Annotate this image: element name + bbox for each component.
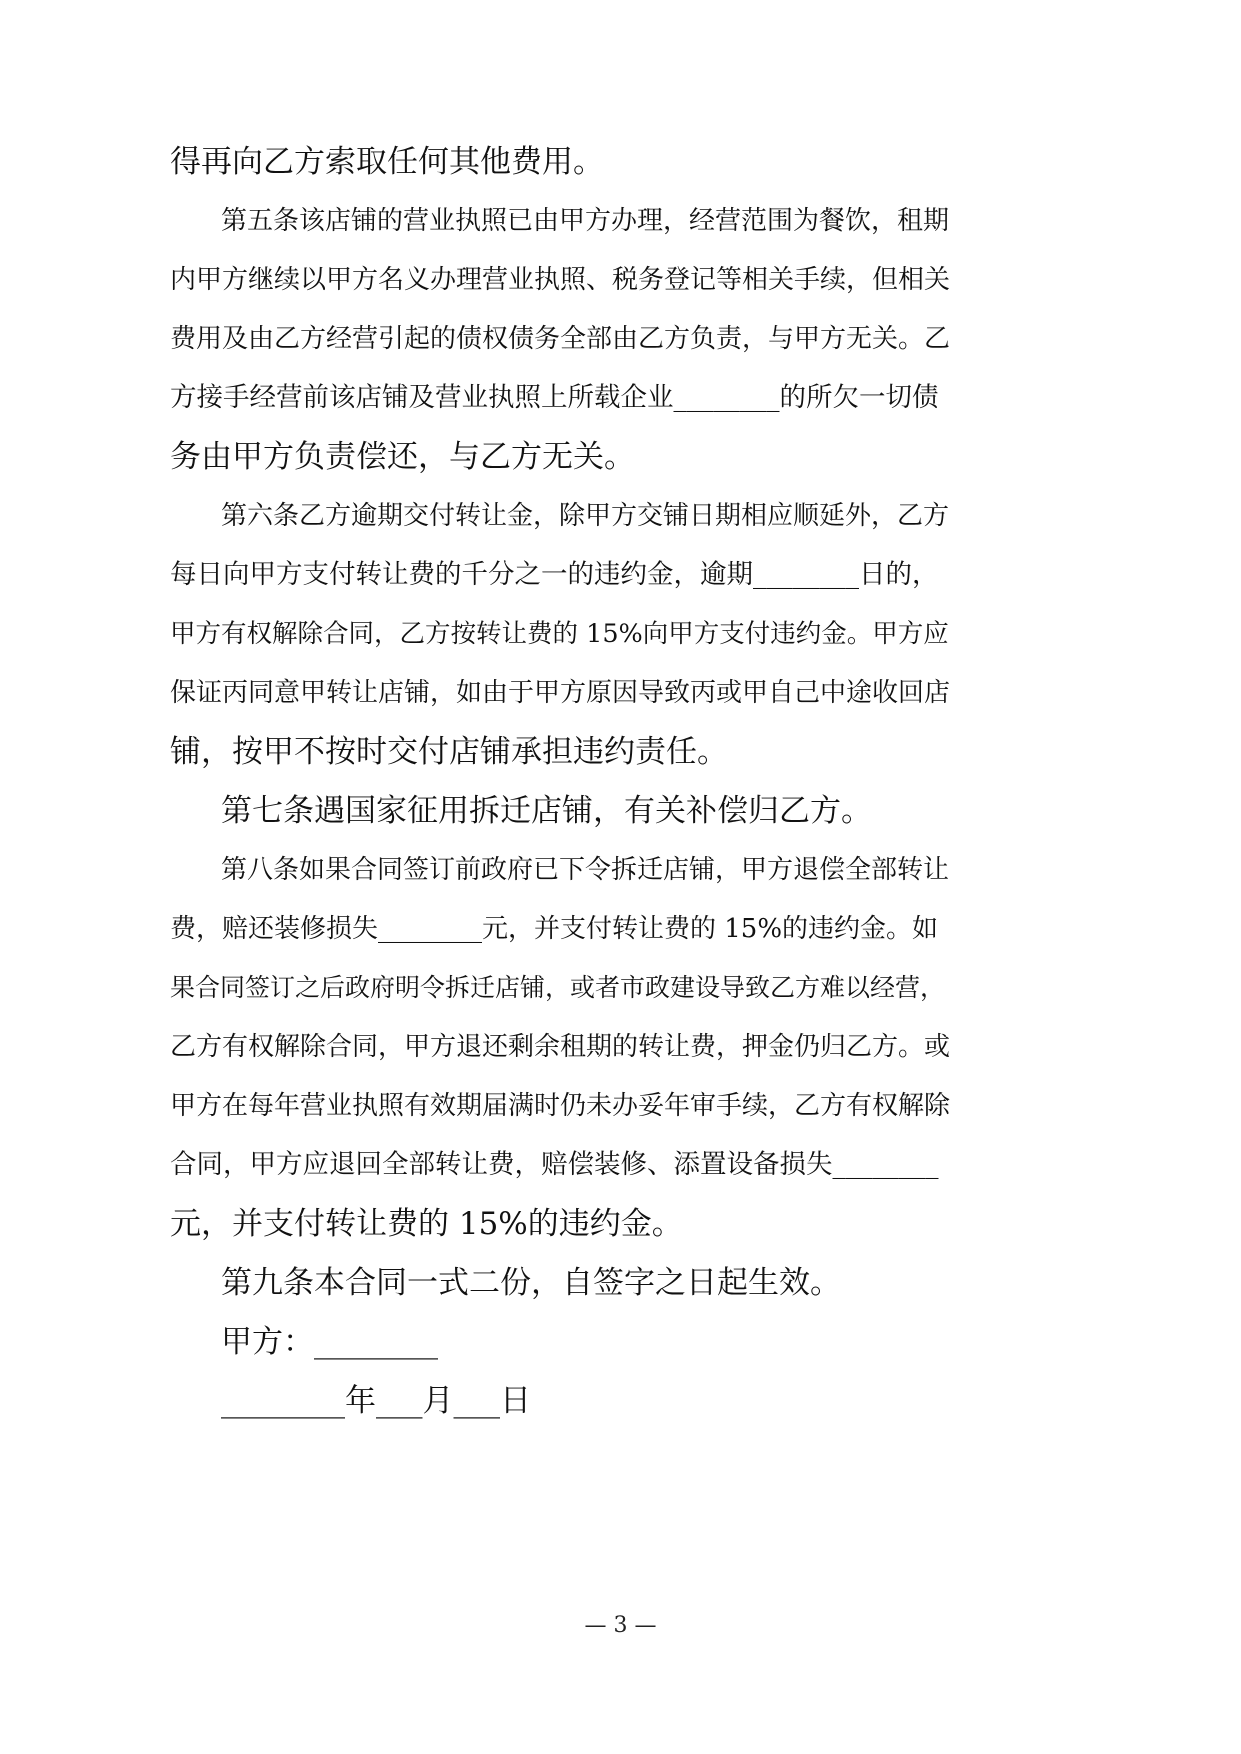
article-7-line: 第七条遇国家征用拆迁店铺，有关补偿归乙方。 (221, 793, 872, 829)
article-6-line: 第六条乙方逾期交付转让金，除甲方交铺日期相应顺延外，乙方 (221, 501, 950, 531)
text-line: 务由甲方负责偿还，与乙方无关。 (170, 439, 635, 475)
text-line: 费，赔还装修损失________元，并支付转让费的 15%的违约金。如 (170, 914, 939, 944)
page-number: — 3 — (584, 1613, 657, 1638)
text-line: 铺，按甲不按时交付店铺承担违约责任。 (170, 734, 728, 770)
article-9-line: 第九条本合同一式二份，自签字之日起生效。 (221, 1265, 841, 1301)
text-line: 内甲方继续以甲方名义办理营业执照、税务登记等相关手续，但相关 (170, 265, 951, 295)
text-line: 乙方有权解除合同，甲方退还剩余租期的转让费，押金仍归乙方。或 (170, 1032, 951, 1062)
text-line: 合同，甲方应退回全部转让费，赔偿装修、添置设备损失________ (170, 1149, 939, 1180)
article-5-line: 第五条该店铺的营业执照已由甲方办理，经营范围为餐饮，租期 (221, 206, 950, 236)
text-line: 甲方有权解除合同，乙方按转让费的 15%向甲方支付违约金。甲方应 (170, 619, 949, 649)
text-line: 元，并支付转让费的 15%的违约金。 (170, 1206, 683, 1242)
text-line: 甲方在每年营业执照有效期届满时仍未办妥年审手续，乙方有权解除 (170, 1091, 951, 1121)
text-line: 得再向乙方索取任何其他费用。 (170, 144, 604, 180)
text-line: 保证丙同意甲转让店铺，如由于甲方原因导致丙或甲自己中途收回店 (170, 678, 951, 708)
text-line: 每日向甲方支付转让费的千分之一的违约金，逾期________日的， (170, 559, 939, 590)
text-line: 果合同签订之后政府明令拆迁店铺，或者市政建设导致乙方难以经营， (170, 973, 946, 1002)
party-a-signature-line: 甲方：________ (221, 1324, 438, 1360)
text-line: 费用及由乙方经营引起的债权债务全部由乙方负责，与甲方无关。乙 (170, 324, 951, 354)
date-line: ________年___月___日 (221, 1383, 531, 1419)
text-line: 方接手经营前该店铺及营业执照上所载企业________的所欠一切债 (170, 382, 939, 413)
article-8-line: 第八条如果合同签订前政府已下令拆迁店铺，甲方退偿全部转让 (221, 855, 950, 885)
